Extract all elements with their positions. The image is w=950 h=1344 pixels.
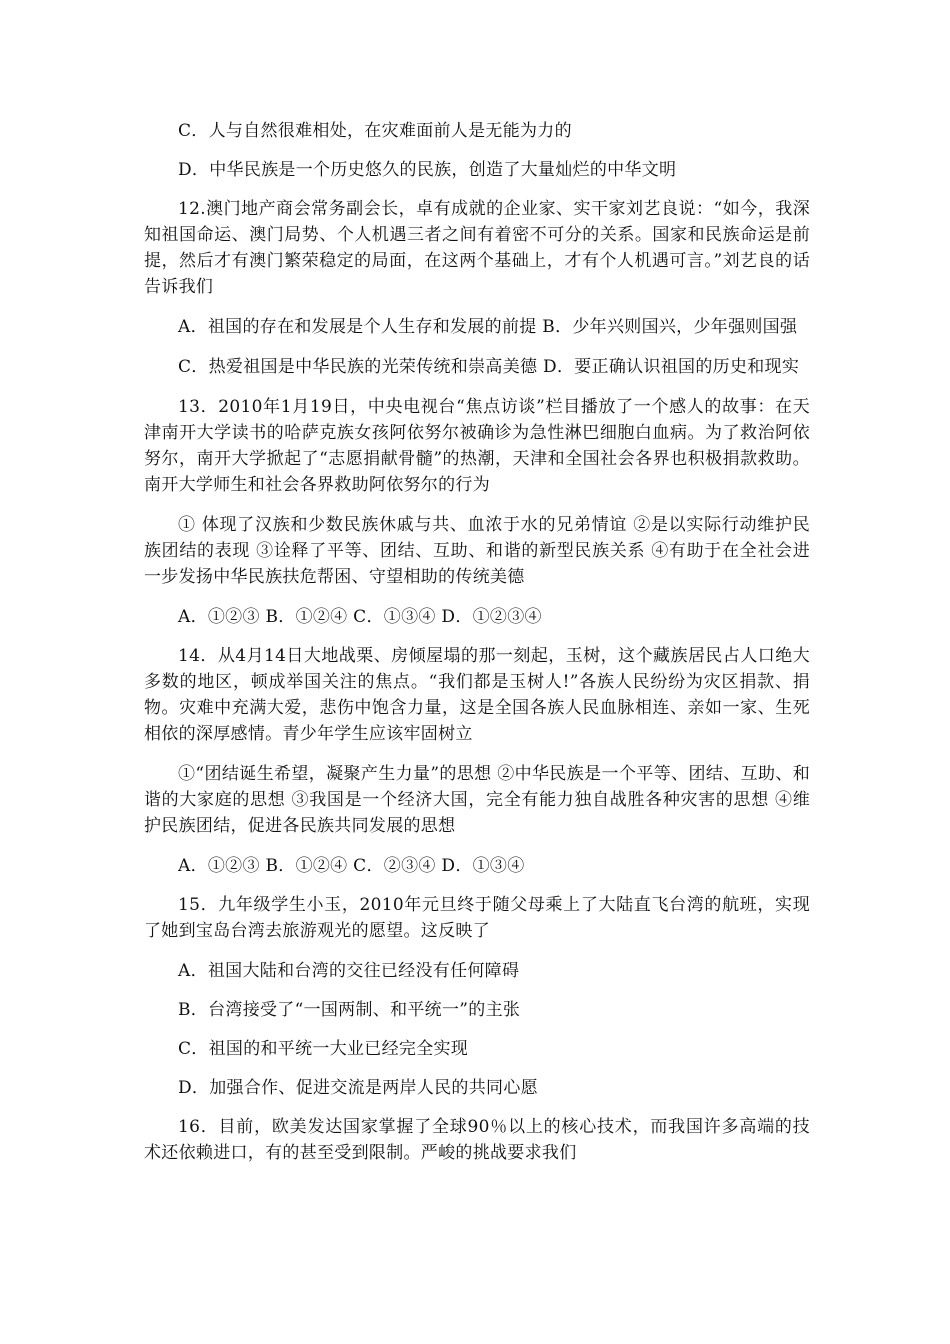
q13-statements: ① 体现了汉族和少数民族休戚与共、血浓于水的兄弟情谊 ②是以实际行动维护民族团结的表现 ③诠释了平等、团结、互助、和谐的新型民族关系 ④有助于在全社会进一步发扬中华民族扶危帮困、守望相助的传统美德 (144, 515, 810, 587)
exam-page (144, 118, 810, 1180)
q12-stem: 12.澳门地产商会常务副会长，卓有成就的企业家、实干家刘艺良说：“如今，我深知祖国命运、澳门局势、个人机遇三者之间有着密不可分的关系。国家和民族命运是前提，然后才有澳门繁荣稳定的局面，在这两个基础上，才有个人机遇可言。”刘艺良的话告诉我们 (144, 199, 810, 297)
q13-options: A．①②③ B．①②④ C．①③④ D．①②③④ (178, 607, 542, 627)
q12-options-cd: C．热爱祖国是中华民族的光荣传统和崇高美德 D．要正确认识祖国的历史和现实 (178, 357, 800, 377)
q15-option-c: C．祖国的和平统一大业已经完全实现 (178, 1039, 469, 1059)
q12-options-ab: A．祖国的存在和发展是个人生存和发展的前提 B．少年兴则国兴，少年强则国强 (178, 317, 798, 337)
q15-option-b: B．台湾接受了“一国两制、和平统一”的主张 (178, 1000, 521, 1020)
q15-option-a: A．祖国大陆和台湾的交往已经没有任何障碍 (178, 961, 520, 981)
q14-statements: ①“团结诞生希望，凝聚产生力量”的思想 ②中华民族是一个平等、团结、互助、和谐的大家庭的思想 ③我国是一个经济大国，完全有能力独自战胜各种灾害的思想 ④维护民族团结，促进各民族共同发展的思想 (144, 764, 810, 836)
q15-stem: 15．九年级学生小玉，2010年元旦终于随父母乘上了大陆直飞台湾的航班，实现了她到宝岛台湾去旅游观光的愿望。这反映了 (144, 895, 810, 941)
q11-option-c: C．人与自然很难相处，在灾难面前人是无能为力的 (178, 121, 572, 141)
q16-stem: 16．目前，欧美发达国家掌握了全球90％以上的核心技术，而我国许多高端的技术还依赖进口，有的甚至受到限制。严峻的挑战要求我们 (144, 1117, 810, 1163)
q14-stem: 14．从4月14日大地战栗、房倾屋塌的那一刻起，玉树，这个藏族居民占人口绝大多数的地区，顿成举国关注的焦点。“我们都是玉树人!”各族人民纷纷为灾区捐款、捐物。灾难中充满大爱，悲伤中饱含力量，这是全国各族人民血脉相连、亲如一家、生死相依的深厚感情。青少年学生应该牢固树立 (144, 646, 810, 744)
q15-option-d: D．加强合作、促进交流是两岸人民的共同心愿 (178, 1078, 538, 1098)
q13-stem: 13．2010年1月19日，中央电视台“焦点访谈”栏目播放了一个感人的故事：在天津南开大学读书的哈萨克族女孩阿依努尔被确诊为急性淋巴细胞白血病。为了救治阿依努尔，南开大学掀起了“志愿捐献骨髓”的热潮，天津和全国社会各界也积极捐款救助。南开大学师生和社会各界救助阿依努尔的行为 (144, 397, 810, 495)
q11-option-d: D．中华民族是一个历史悠久的民族，创造了大量灿烂的中华文明 (178, 160, 677, 180)
q14-options: A．①②③ B．①②④ C．②③④ D．①③④ (178, 856, 525, 876)
